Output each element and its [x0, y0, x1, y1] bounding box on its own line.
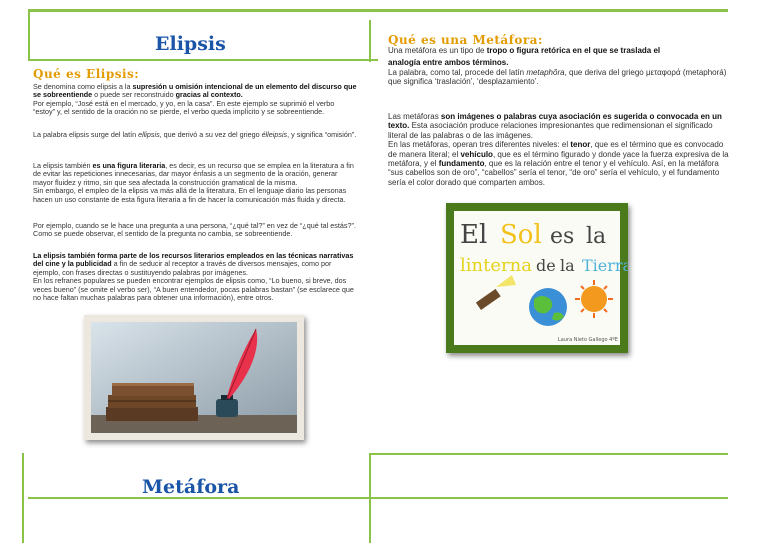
page-title-elipsis: Elipsis [155, 33, 226, 55]
elipsis-paragraph-2: La palabra elipsis surge del latín ellipsis, que derivó a su vez del griego élleipsis, y significa “omisión”. [33, 130, 357, 139]
right-mid-rule [370, 453, 728, 455]
elipsis-paragraph-5: La elipsis también forma parte de los recursos literarios empleados en las técnicas narrativas del cine y la publicidad a fin de seducir al receptor a través de diversos mensajes, como por ejemplo, con frases directas o sustituyendo palabras por imágenes. En los refranes populares se pueden encontrar ejemplos de elipsis como, “Lo bueno, si breve, dos veces bueno” (se omite el verbo ser), “A buen entendedor, pocas palabras bastan” (se esclarece que no hace faltan muchas palabras para obtener una información), entre otros. [33, 251, 354, 303]
books-quill-picture [84, 315, 304, 440]
drawing-word-de: de [536, 256, 556, 275]
elipsis-paragraph-4: Por ejemplo, cuando se le hace una pregunta a una persona, “¿qué tal?” en vez de “¿qué tal estás?”. Como se puede observar, el sentido de la pregunta no cambia, se sobreentiende. [33, 221, 356, 239]
metafora-paragraph-2: Las metáforas son imágenes o palabras cuya asociación es sugerida o convocada en un texto. Esta asociación produce relaciones impresionantes que redimensionan el significado literal de las palabras o de las imágenes. En las metáforas, operan tres diferentes niveles: el tenor, que es el término que es convocado de manera literal; el vehículo, que es el término figurado y donde yace la fuerza expresiva de la metáfora, y el fundamento, que es la relación entre el tenor y el vehículo. Así, en la metáfora “sus cabellos son de oro”, “cabellos” sería el tenor, “de oro” sería el vehículo, y el fundamento sería el color dorado que comparten ambos. [388, 112, 729, 187]
earth-icon [529, 288, 567, 326]
bottom-right-rule [370, 497, 728, 499]
left-title-underline [28, 59, 378, 61]
sun-earth-drawing-picture [446, 203, 628, 353]
section-title-metafora: Metáfora [142, 476, 240, 498]
center-vertical-rule [369, 20, 371, 62]
left-vertical-rule [28, 9, 30, 61]
drawing-word-tierra: Tierra [582, 256, 628, 275]
section-heading-metafora: Qué es una Metáfora: [388, 33, 543, 47]
book-bottom [106, 407, 198, 421]
section-heading-elipsis: Qué es Elipsis: [33, 67, 140, 81]
top-rule [28, 9, 728, 12]
drawing-word-linterna: linterna [460, 255, 532, 276]
metafora-paragraph-1: Una metáfora es un tipo de tropo o figura retórica en el que se traslada el analogía entre ambos términos. La palabra, como tal, procede del latín metaphŏra, que deriva del griego μεταφορά (metaphorá) que significa ‘traslación’, ‘desplazamiento’. [388, 46, 727, 87]
sun-earth-drawing [446, 203, 628, 353]
inkwell [216, 399, 238, 417]
elipsis-paragraph-1: Se denomina como elipsis a la supresión u omisión intencional de un elemento del discurso que se sobreentiende o puede ser reconstruido gracias al contexto. Por ejemplo, “José está en el mercado, y yo, en la casa”. En este ejemplo se suprimió el verbo “estoy” y, el sentido de la oración no se pierde, el verbo queda implícito y se sobreentiende. [33, 82, 357, 117]
bottom-left-vertical-rule [22, 453, 24, 543]
drawing-word-es: es [550, 224, 575, 249]
drawing-word-la-2: la [560, 256, 575, 275]
drawing-word-el: El [460, 220, 488, 250]
drawing-word-la: la [586, 224, 607, 249]
drawing-signature: Laura Nieto Gallego 4ºE [558, 337, 618, 343]
books-quill-illustration [84, 315, 304, 440]
elipsis-paragraph-3: La elipsis también es una figura literaria, es decir, es un recurso que se emplea en la literatura a fin de evitar las repeticiones innecesarias, dar mayor énfasis a un segmento de la oración, generar mayor fluidez y ritmo, sin que sea afectada la construcción gramatical de la misma. Sin embargo, el empleo de la elipsis va más allá de la literatura. En el lenguaje diario las personas hacen un uso constante de esta figura literaria a fin de hacer la comunicación más fluida y directa. [33, 161, 354, 204]
drawing-word-sol: Sol [500, 220, 542, 250]
